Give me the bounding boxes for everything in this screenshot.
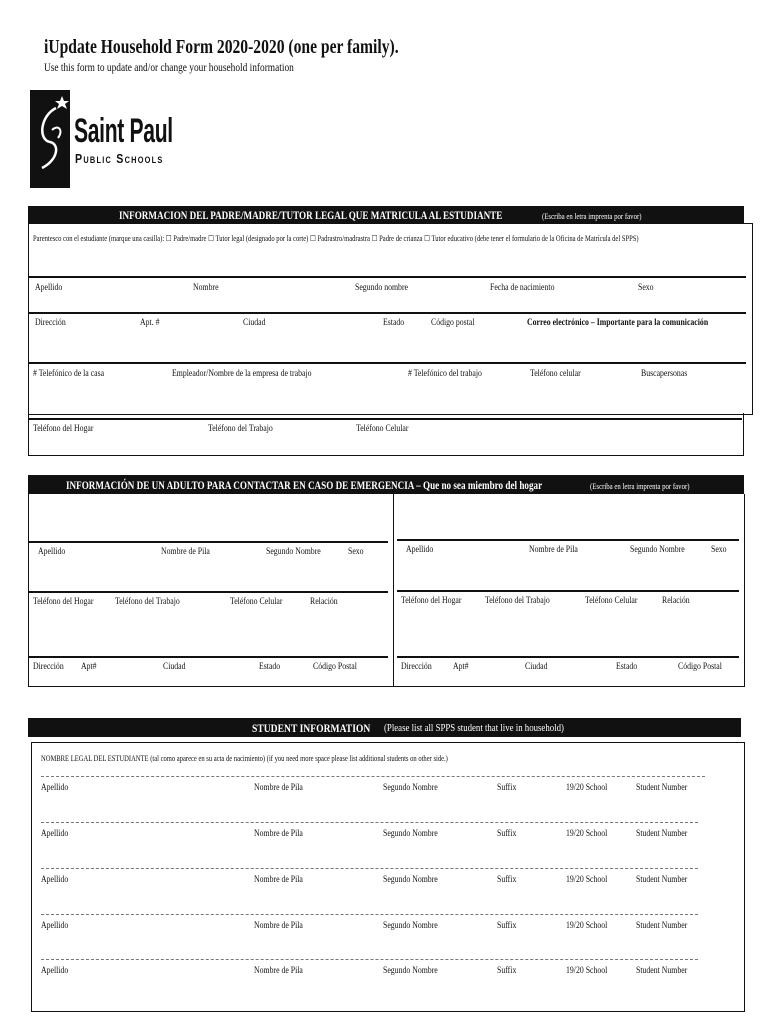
page-title: iUpdate Household Form 2020-2020 (one per family). [44, 36, 399, 58]
student-number-label: Student Number [636, 966, 688, 976]
student-nombre-label: Nombre de Pila [254, 875, 303, 885]
em1-segundo-label: Segundo Nombre [266, 547, 321, 557]
student-school-label: 19/20 School [566, 783, 608, 793]
student-apellido-label: Apellido [41, 875, 69, 885]
parent-direccion-label: Dirección [35, 318, 66, 328]
em2-estado-label: Estado [616, 662, 638, 672]
student-apellido-label: Apellido [41, 829, 69, 839]
student-number-label: Student Number [636, 921, 688, 931]
parent-apt-label: Apt. # [140, 318, 160, 328]
parent-segundo-label: Segundo nombre [355, 283, 409, 293]
em1-estado-label: Estado [259, 662, 281, 672]
student-number-label: Student Number [636, 829, 688, 839]
em1-tel-hogar-label: Teléfono del Hogar [33, 597, 94, 607]
em2-ciudad-label: Ciudad [525, 662, 548, 672]
parent-sexo-label: Sexo [638, 283, 654, 293]
parent-correo-label: Correo electrónico – Importante para la comunicación [527, 318, 709, 328]
student-suffix-label: Suffix [497, 875, 517, 885]
em1-tel-trabajo-label: Teléfono del Trabajo [115, 597, 180, 607]
em2-direccion-label: Dirección [401, 662, 432, 672]
student-suffix-label: Suffix [497, 966, 517, 976]
em2-apt-label: Apt# [453, 662, 469, 672]
parent-postal-label: Código postal [431, 318, 475, 328]
student-school-label: 19/20 School [566, 829, 608, 839]
em1-apellido-label: Apellido [38, 547, 66, 557]
parent-tel-casa-label: # Telefónico de la casa [33, 369, 105, 379]
student-row-line [41, 914, 698, 915]
parent-row2-celular-label: Teléfono Celular [356, 424, 409, 434]
em1-nombre-label: Nombre de Pila [161, 547, 210, 557]
student-number-label: Student Number [636, 875, 688, 885]
logo-name: Saint Paul [74, 112, 173, 150]
parent-nombre-label: Nombre [193, 283, 219, 293]
em2-apellido-label: Apellido [406, 545, 434, 555]
em1-postal-label: Código Postal [313, 662, 357, 672]
student-nombre-label: Nombre de Pila [254, 783, 303, 793]
parent-heading: INFORMACION DEL PADRE/MADRE/TUTOR LEGAL QUE MATRICULA AL ESTUDIANTE [119, 208, 503, 222]
em2-relacion-label: Relación [662, 596, 690, 606]
student-legal-name-note: NOMBRE LEGAL DEL ESTUDIANTE (tal como aparece en su acta de nacimiento) (if you need more space please list additional students on other side.) [41, 754, 448, 763]
em2-tel-celular-label: Teléfono Celular [585, 596, 638, 606]
student-segundo-label: Segundo Nombre [383, 783, 438, 793]
parent-apellido-label: Apellido [35, 283, 63, 293]
student-segundo-label: Segundo Nombre [383, 875, 438, 885]
em1-apt-label: Apt# [81, 662, 97, 672]
student-suffix-label: Suffix [497, 783, 517, 793]
em2-tel-hogar-label: Teléfono del Hogar [401, 596, 462, 606]
student-school-label: 19/20 School [566, 966, 608, 976]
student-apellido-label: Apellido [41, 921, 69, 931]
logo-subname: Public Schools [75, 151, 164, 166]
parent-ciudad-label: Ciudad [243, 318, 266, 328]
student-segundo-label: Segundo Nombre [383, 829, 438, 839]
student-suffix-label: Suffix [497, 921, 517, 931]
logo-mark [30, 90, 70, 188]
student-suffix-label: Suffix [497, 829, 517, 839]
emergency-heading: INFORMACIÓN DE UN ADULTO PARA CONTACTAR EN CASO DE EMERGENCIA – Que no sea miembro del hogar [66, 478, 543, 492]
parent-buscapersonas-label: Buscapersonas [641, 369, 688, 379]
student-school-label: 19/20 School [566, 875, 608, 885]
em2-sexo-label: Sexo [711, 545, 727, 555]
parent-row2-trabajo-label: Teléfono del Trabajo [208, 424, 273, 434]
student-heading: STUDENT INFORMATION [252, 721, 371, 735]
em2-tel-trabajo-label: Teléfono del Trabajo [485, 596, 550, 606]
parent-tel-trabajo-label: # Telefónico del trabajo [408, 369, 482, 379]
student-segundo-label: Segundo Nombre [383, 966, 438, 976]
student-apellido-label: Apellido [41, 783, 69, 793]
student-segundo-label: Segundo Nombre [383, 921, 438, 931]
parent-estado-label: Estado [383, 318, 405, 328]
logo-swirl-icon [30, 90, 70, 188]
em1-ciudad-label: Ciudad [163, 662, 186, 672]
em1-sexo-label: Sexo [348, 547, 364, 557]
student-nombre-label: Nombre de Pila [254, 829, 303, 839]
parent-tel-celular-label: Teléfono celular [530, 369, 581, 379]
em2-postal-label: Código Postal [678, 662, 722, 672]
em2-segundo-label: Segundo Nombre [630, 545, 685, 555]
student-school-label: 19/20 School [566, 921, 608, 931]
parent-fecha-label: Fecha de nacimiento [490, 283, 555, 293]
student-row-line [41, 959, 698, 960]
parent-row2-hogar-label: Teléfono del Hogar [33, 424, 94, 434]
emergency-heading-note: (Escriba en letra imprenta por favor) [590, 481, 690, 491]
em1-direccion-label: Dirección [33, 662, 64, 672]
relationship-options[interactable]: Parentesco con el estudiante (marque una casilla): ☐ Padre/madre ☐ Tutor legal (designado por la corte) ☐ Padrastro/madrastra ☐ Padre de crianza ☐ Tutor educativo (debe tener el formulario de la Oficina de Matrícula del SPPS) [33, 234, 639, 243]
em1-relacion-label: Relación [310, 597, 338, 607]
student-number-label: Student Number [636, 783, 688, 793]
em2-nombre-label: Nombre de Pila [529, 545, 578, 555]
student-row-line [41, 776, 705, 777]
parent-heading-note: (Escriba en letra imprenta por favor) [542, 211, 642, 221]
student-row-line [41, 868, 698, 869]
student-heading-note: (Please list all SPPS student that live in household) [384, 722, 564, 734]
student-nombre-label: Nombre de Pila [254, 966, 303, 976]
student-row-line [41, 822, 698, 823]
page-subtitle: Use this form to update and/or change your household information [44, 60, 294, 74]
parent-empleador-label: Empleador/Nombre de la empresa de trabajo [172, 369, 312, 379]
em1-tel-celular-label: Teléfono Celular [230, 597, 283, 607]
student-apellido-label: Apellido [41, 966, 69, 976]
student-nombre-label: Nombre de Pila [254, 921, 303, 931]
